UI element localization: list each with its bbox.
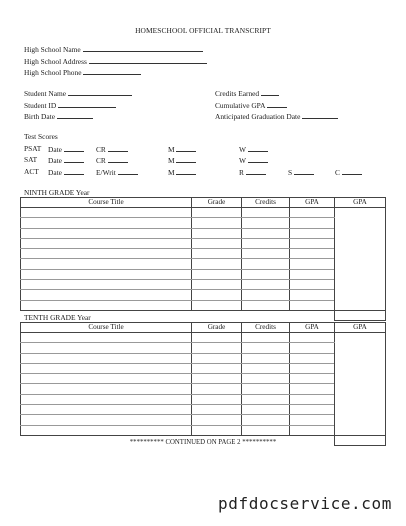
- psat-m-label: M: [168, 145, 175, 154]
- psat-m-field[interactable]: [176, 144, 196, 152]
- act-m-label: M: [168, 168, 175, 177]
- col-gpa-total: GPA: [335, 323, 386, 333]
- psat-m-row: [168, 144, 196, 154]
- psat-cr-label: CR: [96, 145, 106, 154]
- act-c-field[interactable]: [342, 167, 362, 175]
- psat-cr-field[interactable]: [108, 144, 128, 152]
- ninth-grade-heading: NINTH GRADE Year: [24, 188, 90, 197]
- table-row[interactable]: [21, 280, 386, 290]
- credits-earned-field[interactable]: [261, 88, 279, 96]
- sat-cr-field[interactable]: [108, 155, 128, 163]
- table-row[interactable]: [21, 363, 386, 373]
- table-row[interactable]: [21, 405, 386, 415]
- act-date-field[interactable]: [64, 167, 84, 175]
- sat-cr-label: CR: [96, 156, 106, 165]
- tenth-grade-table: [20, 322, 386, 446]
- act-ew-row: [96, 167, 138, 177]
- act-m-field[interactable]: [176, 167, 196, 175]
- school-name-label: High School Name: [24, 45, 81, 54]
- table-row[interactable]: [21, 343, 386, 353]
- sat-date-label: Date: [48, 156, 62, 165]
- act-s-field[interactable]: [294, 167, 314, 175]
- table-row[interactable]: [21, 208, 386, 218]
- table-row[interactable]: [21, 249, 386, 259]
- test-scores-heading: Test Scores: [24, 132, 58, 141]
- psat-date-label: Date: [48, 145, 62, 154]
- table-row[interactable]: [21, 300, 386, 310]
- sat-w-label: W: [239, 156, 246, 165]
- school-phone-label: High School Phone: [24, 68, 82, 77]
- col-gpa: GPA: [290, 323, 335, 333]
- sat-cr-row: [96, 155, 128, 165]
- school-phone-field[interactable]: [83, 67, 141, 75]
- col-course-title: Course Title: [21, 198, 192, 208]
- table-row[interactable]: [21, 394, 386, 404]
- continued-note: ********** CONTINUED ON PAGE 2 **********: [129, 439, 277, 446]
- act-label: ACT: [24, 167, 39, 176]
- col-credits: Credits: [242, 323, 290, 333]
- cumulative-gpa-row: [215, 100, 287, 110]
- sat-date-row: [48, 155, 84, 165]
- table-row[interactable]: [21, 259, 386, 269]
- table-row[interactable]: [21, 353, 386, 363]
- psat-w-field[interactable]: [248, 144, 268, 152]
- credits-earned-row: [215, 88, 279, 98]
- act-r-field[interactable]: [246, 167, 266, 175]
- school-address-field[interactable]: [89, 56, 207, 64]
- ninth-grade-table: [20, 197, 386, 321]
- table-row[interactable]: [21, 290, 386, 300]
- cumulative-gpa-field[interactable]: [267, 100, 287, 108]
- graduation-date-field[interactable]: [302, 111, 338, 119]
- birth-date-field[interactable]: [57, 111, 93, 119]
- sat-w-field[interactable]: [248, 155, 268, 163]
- table-row[interactable]: [21, 425, 386, 435]
- student-name-row: [24, 88, 132, 98]
- act-c-row: [335, 167, 362, 177]
- col-gpa-total: GPA: [335, 198, 386, 208]
- col-grade: Grade: [192, 198, 242, 208]
- psat-w-row: [239, 144, 268, 154]
- cumulative-gpa-label: Cumulative GPA: [215, 101, 266, 110]
- gpa-total-cell[interactable]: [335, 310, 386, 320]
- table-row[interactable]: [21, 384, 386, 394]
- act-ew-field[interactable]: [118, 167, 138, 175]
- act-s-label: S: [288, 168, 293, 177]
- psat-w-label: W: [239, 145, 246, 154]
- student-id-row: [24, 100, 116, 110]
- act-date-row: [48, 167, 84, 177]
- act-r-row: [239, 167, 266, 177]
- birth-date-row: [24, 111, 93, 121]
- sat-label: SAT: [24, 155, 38, 164]
- sat-date-field[interactable]: [64, 155, 84, 163]
- tenth-grade-heading: TENTH GRADE Year: [24, 313, 91, 322]
- table-row[interactable]: [21, 238, 386, 248]
- table-row[interactable]: [21, 415, 386, 425]
- table-row[interactable]: [21, 269, 386, 279]
- col-course-title: Course Title: [21, 323, 192, 333]
- psat-cr-row: [96, 144, 128, 154]
- credits-earned-label: Credits Earned: [215, 89, 260, 98]
- student-name-label: Student Name: [24, 89, 67, 98]
- act-ew-label: E/Writ: [96, 168, 116, 177]
- table-row[interactable]: [21, 228, 386, 238]
- sat-m-row: [168, 155, 196, 165]
- table-row[interactable]: [21, 333, 386, 343]
- act-s-row: [288, 167, 314, 177]
- school-phone-row: [24, 67, 141, 77]
- graduation-date-label: Anticipated Graduation Date: [215, 112, 301, 121]
- table-row[interactable]: [21, 218, 386, 228]
- student-id-label: Student ID: [24, 101, 57, 110]
- act-m-row: [168, 167, 196, 177]
- sat-w-row: [239, 155, 268, 165]
- student-id-field[interactable]: [58, 100, 116, 108]
- watermark-text: pdfdocservice.com: [218, 494, 392, 513]
- table-header-row: [21, 323, 386, 333]
- page-title: HOMESCHOOL OFFICIAL TRANSCRIPT: [135, 26, 271, 35]
- school-name-row: [24, 44, 203, 54]
- birth-date-label: Birth Date: [24, 112, 55, 121]
- col-grade: Grade: [192, 323, 242, 333]
- act-date-label: Date: [48, 168, 62, 177]
- psat-date-field[interactable]: [64, 144, 84, 152]
- sat-m-field[interactable]: [176, 155, 196, 163]
- psat-label: PSAT: [24, 144, 42, 153]
- psat-date-row: [48, 144, 84, 154]
- col-credits: Credits: [242, 198, 290, 208]
- graduation-date-row: [215, 111, 338, 121]
- act-r-label: R: [239, 168, 244, 177]
- table-header-row: [21, 198, 386, 208]
- act-c-label: C: [335, 168, 340, 177]
- col-gpa: GPA: [290, 198, 335, 208]
- sat-m-label: M: [168, 156, 175, 165]
- school-name-field[interactable]: [83, 44, 203, 52]
- school-address-label: High School Address: [24, 57, 87, 66]
- student-name-field[interactable]: [68, 88, 132, 96]
- school-address-row: [24, 56, 207, 66]
- table-row[interactable]: [21, 374, 386, 384]
